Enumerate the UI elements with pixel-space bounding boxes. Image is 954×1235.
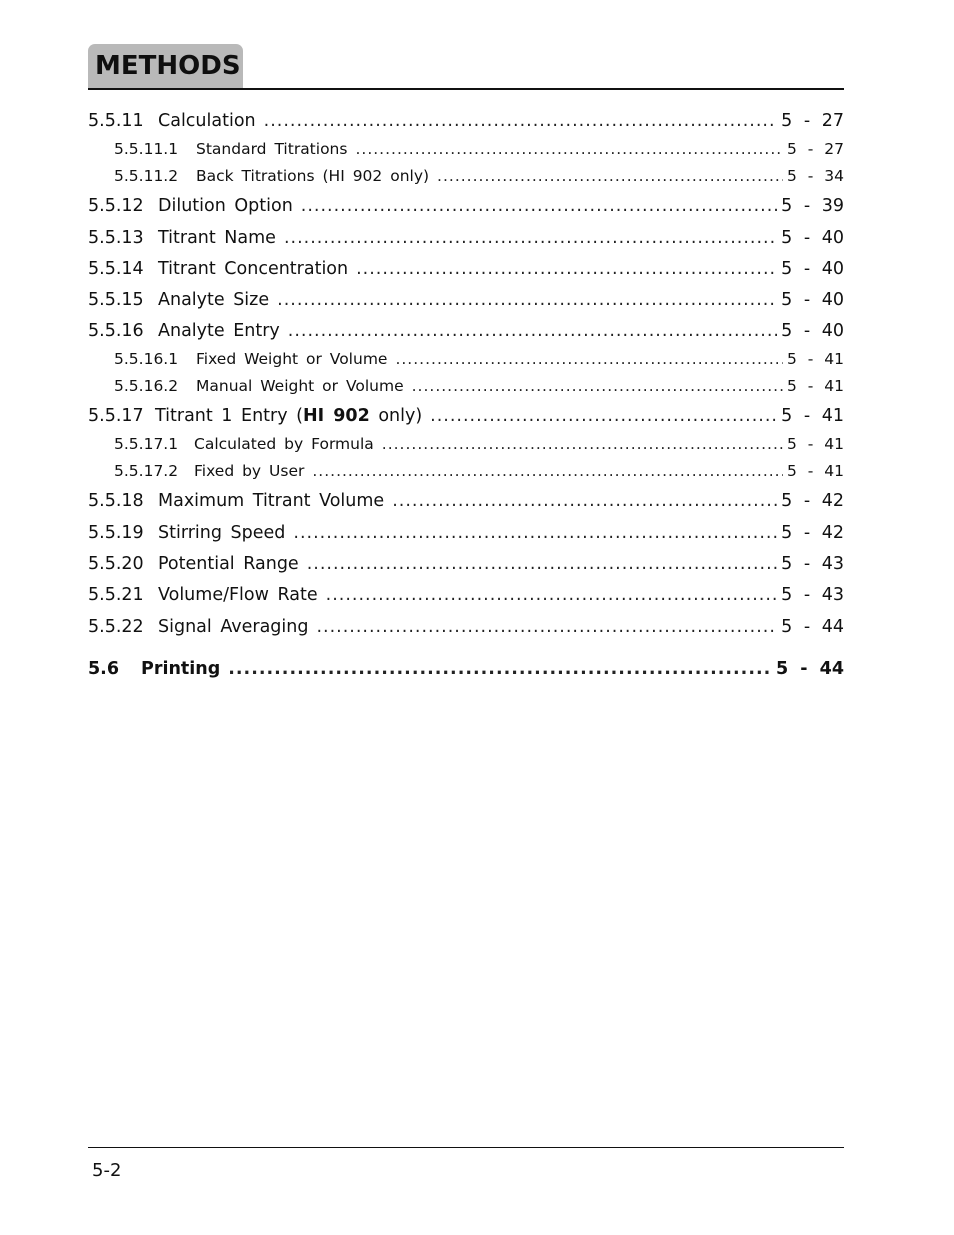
toc-page: 5 - 44: [781, 617, 844, 637]
toc-entry-5-6[interactable]: [88, 659, 844, 679]
toc-leader: [312, 462, 783, 480]
toc-leader: [326, 585, 778, 605]
toc-number: 5.6: [88, 659, 120, 679]
toc-page: 5 - 41: [786, 350, 844, 368]
toc-number: 5.5.21: [88, 585, 144, 605]
toc-title: Calculation: [158, 111, 256, 131]
toc-title: Standard Titrations: [196, 140, 348, 158]
toc-entry-5-5-12[interactable]: [88, 196, 844, 216]
toc-title-post: only): [369, 406, 423, 426]
toc-page: 5 - 40: [781, 321, 844, 341]
toc-title: Calculated by Formula: [194, 435, 374, 453]
toc-page: 5 - 39: [781, 196, 844, 216]
toc-entry-5-5-21[interactable]: [88, 585, 844, 605]
toc-leader: [430, 406, 777, 426]
toc-title: Titrant Name: [158, 228, 276, 248]
toc-title: Signal Averaging: [158, 617, 309, 637]
header-divider: [88, 88, 844, 90]
toc-page: 5 - 41: [786, 435, 844, 453]
toc-number: 5.5.19: [88, 523, 144, 543]
toc-leader: [284, 228, 777, 248]
toc-entry-5-5-16-1[interactable]: [88, 350, 844, 368]
toc-title: Analyte Entry: [158, 321, 280, 341]
toc-page: 5 - 43: [781, 554, 844, 574]
toc-number: 5.5.15: [88, 290, 144, 310]
toc-page: 5 - 44: [776, 659, 844, 679]
toc-entry-5-5-17-2[interactable]: [88, 462, 844, 480]
footer-divider: [88, 1147, 844, 1148]
toc-title: Maximum Titrant Volume: [158, 491, 385, 511]
toc-entry-5-5-15[interactable]: [88, 290, 844, 310]
toc-entry-5-5-13[interactable]: [88, 228, 844, 248]
toc-leader: [301, 196, 777, 216]
toc-page: 5 - 42: [781, 523, 844, 543]
toc-title: [155, 406, 422, 426]
toc-number: 5.5.16.2: [114, 377, 179, 395]
toc-number: 5.5.20: [88, 554, 144, 574]
toc-number: 5.5.11.1: [114, 140, 179, 158]
toc-entry-5-5-18[interactable]: [88, 491, 844, 511]
toc-leader: [307, 554, 777, 574]
toc-number: 5.5.14: [88, 259, 144, 279]
toc-page: 5 - 41: [786, 377, 844, 395]
toc-number: 5.5.11: [88, 111, 144, 131]
toc-title: Potential Range: [158, 554, 299, 574]
toc-page: 5 - 40: [781, 290, 844, 310]
toc-entry-5-5-17[interactable]: [88, 406, 844, 426]
toc-title: Printing: [141, 659, 221, 679]
toc-page: 5 - 34: [786, 167, 844, 185]
toc-number: 5.5.22: [88, 617, 144, 637]
toc-entry-5-5-16[interactable]: [88, 321, 844, 341]
toc-number: 5.5.13: [88, 228, 144, 248]
toc-title: Stirring Speed: [158, 523, 286, 543]
toc-entry-5-5-22[interactable]: [88, 617, 844, 637]
toc-title-pre: Titrant 1 Entry (: [155, 406, 303, 426]
section-title: METHODS: [95, 51, 241, 81]
toc-entry-5-5-17-1[interactable]: [88, 435, 844, 453]
toc-entry-5-5-20[interactable]: [88, 554, 844, 574]
toc-title: Volume/Flow Rate: [158, 585, 318, 605]
toc-entry-5-5-19[interactable]: [88, 523, 844, 543]
footer-page-number: 5-2: [92, 1160, 122, 1181]
toc-leader: [395, 350, 783, 368]
toc-entry-5-5-11-1[interactable]: [88, 140, 844, 158]
toc-title: Fixed by User: [194, 462, 305, 480]
toc-title: Analyte Size: [158, 290, 270, 310]
toc-entry-5-5-14[interactable]: [88, 259, 844, 279]
toc-title-model: HI 902: [302, 406, 370, 426]
toc-leader: [316, 617, 777, 637]
toc-number: 5.5.18: [88, 491, 144, 511]
toc-title: Titrant Concentration: [158, 259, 349, 279]
toc-leader: [412, 377, 783, 395]
toc-page: 5 - 43: [781, 585, 844, 605]
toc-entry-5-5-11-2[interactable]: [88, 167, 844, 185]
toc-page: 5 - 41: [786, 462, 844, 480]
toc-leader: [382, 435, 783, 453]
toc-leader: [288, 321, 777, 341]
toc-page: 5 - 27: [781, 111, 844, 131]
toc-number: 5.5.16.1: [114, 350, 179, 368]
toc-title: Dilution Option: [158, 196, 293, 216]
toc-title: Manual Weight or Volume: [196, 377, 404, 395]
toc-leader: [392, 491, 777, 511]
toc-number: 5.5.16: [88, 321, 144, 341]
toc-number: 5.5.12: [88, 196, 144, 216]
section-header-tab: [88, 44, 243, 88]
toc-page: 5 - 42: [781, 491, 844, 511]
toc-number: 5.5.11.2: [114, 167, 179, 185]
toc-page: 5 - 27: [786, 140, 844, 158]
toc-page: 5 - 41: [781, 406, 844, 426]
toc-number: 5.5.17: [88, 406, 144, 426]
toc-number: 5.5.17.1: [114, 435, 179, 453]
toc-title: Back Titrations (HI 902 only): [196, 167, 430, 185]
toc-page: 5 - 40: [781, 228, 844, 248]
toc-leader: [277, 290, 777, 310]
toc-leader: [228, 659, 772, 679]
toc-entry-5-5-16-2[interactable]: [88, 377, 844, 395]
toc-leader: [437, 167, 783, 185]
toc-entry-5-5-11[interactable]: [88, 111, 844, 131]
toc-page: 5 - 40: [781, 259, 844, 279]
toc-number: 5.5.17.2: [114, 462, 179, 480]
toc-leader: [356, 259, 777, 279]
toc-title: Fixed Weight or Volume: [196, 350, 388, 368]
toc-leader: [293, 523, 777, 543]
toc-leader: [355, 140, 782, 158]
toc-leader: [264, 111, 778, 131]
